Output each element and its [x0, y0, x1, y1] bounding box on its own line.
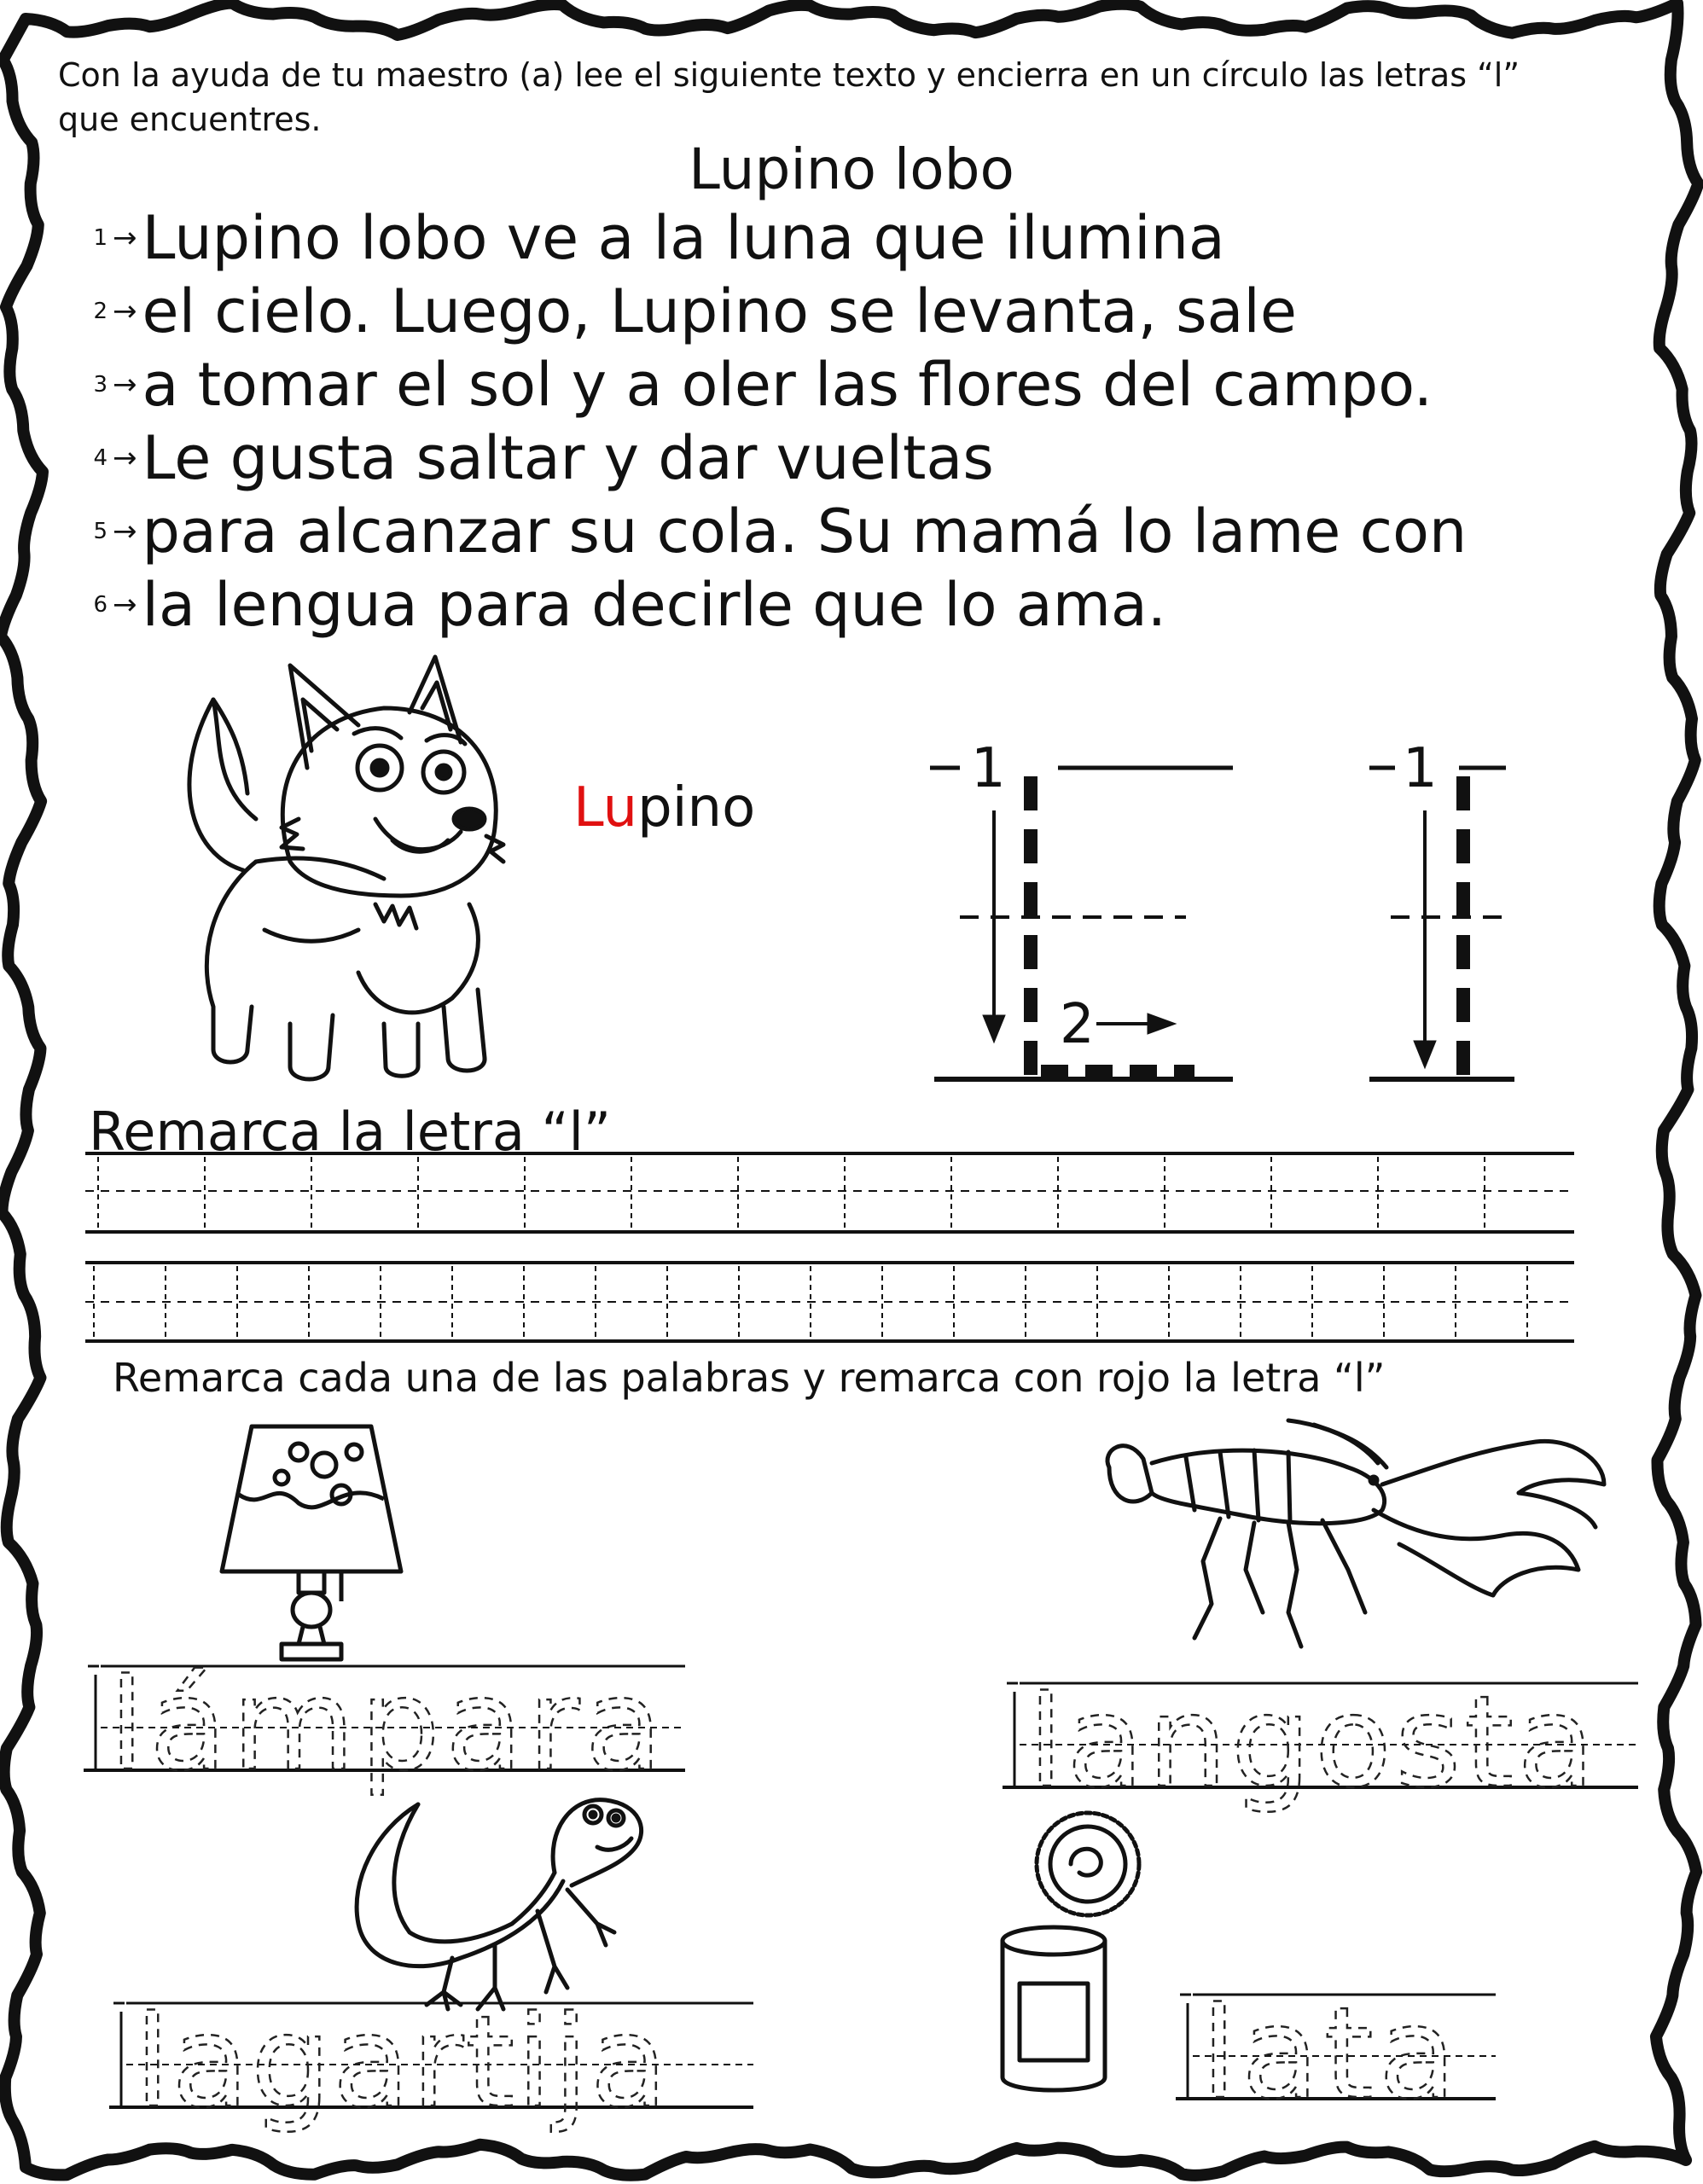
- story-line: [85, 201, 1225, 275]
- traceable-word[interactable]: lagartija: [135, 1989, 670, 2135]
- line-number: 5: [93, 519, 108, 544]
- story-line: [85, 421, 994, 495]
- character-name-rest: pino: [637, 776, 756, 839]
- story-line: [85, 495, 1467, 568]
- character-name-red-part: Lu: [573, 776, 638, 839]
- lizard-icon: [350, 1796, 657, 2018]
- line-number: 4: [93, 445, 108, 471]
- traceable-word[interactable]: lámpara: [109, 1652, 668, 1798]
- line-text: Le gusta saltar y dar vueltas: [142, 423, 994, 493]
- trace-words-title: Remarca cada una de las palabras y remarca con rojo la letra “l”: [113, 1355, 1386, 1401]
- line-text: Lupino lobo ve a la luna que ilumina: [142, 203, 1225, 273]
- arrow-right-icon: →: [113, 588, 137, 622]
- line-text: para alcanzar su cola. Su mamá lo lame con: [142, 497, 1468, 566]
- lobster-icon: [1092, 1416, 1647, 1672]
- arrow-right-icon: →: [113, 441, 137, 475]
- arrow-right-icon: →: [113, 368, 137, 402]
- story-line: [85, 568, 1166, 642]
- line-number: 2: [93, 299, 108, 324]
- stroke-number: 1: [1403, 737, 1438, 800]
- character-name-label: [573, 776, 755, 839]
- trace-letter-title: Remarca la letra “l”: [89, 1101, 612, 1163]
- word-trace-lata: [1176, 1979, 1500, 2129]
- story-line: [85, 275, 1297, 348]
- story-line: [85, 348, 1433, 421]
- wolf-icon: [162, 648, 589, 1092]
- word-trace-lagartija: [109, 1988, 758, 2137]
- stroke-number: 2: [1060, 993, 1095, 1056]
- story-title: Lupino lobo: [689, 136, 1014, 202]
- letter-tracing-rows: [85, 1150, 1578, 1355]
- arrow-right-icon: →: [113, 221, 137, 255]
- arrow-right-icon: →: [113, 294, 137, 328]
- line-text: la lengua para decirle que lo ama.: [142, 570, 1167, 640]
- uppercase-l-stroke-guide: [921, 734, 1246, 1092]
- lamp-icon: [213, 1418, 410, 1665]
- traceable-word[interactable]: lata: [1201, 1980, 1462, 2127]
- line-number: 6: [93, 592, 108, 618]
- line-number: 3: [93, 372, 108, 398]
- line-text: el cielo. Luego, Lupino se levanta, sale: [142, 276, 1297, 346]
- lowercase-l-stroke-guide: [1365, 734, 1519, 1092]
- instructions-text: Con la ayuda de tu maestro (a) lee el siguiente texto y encierra en un círculo las letras “l” que encuentres.: [58, 56, 1520, 138]
- word-trace-langosta: [1003, 1668, 1642, 1817]
- line-number: 1: [93, 225, 108, 251]
- stroke-number: 1: [971, 737, 1006, 800]
- word-trace-lampara: [84, 1651, 698, 1800]
- traceable-word[interactable]: langosta: [1028, 1669, 1598, 1815]
- line-text: a tomar el sol y a oler las flores del campo.: [142, 350, 1433, 420]
- can-icon: [994, 1804, 1165, 2094]
- arrow-right-icon: →: [113, 514, 137, 549]
